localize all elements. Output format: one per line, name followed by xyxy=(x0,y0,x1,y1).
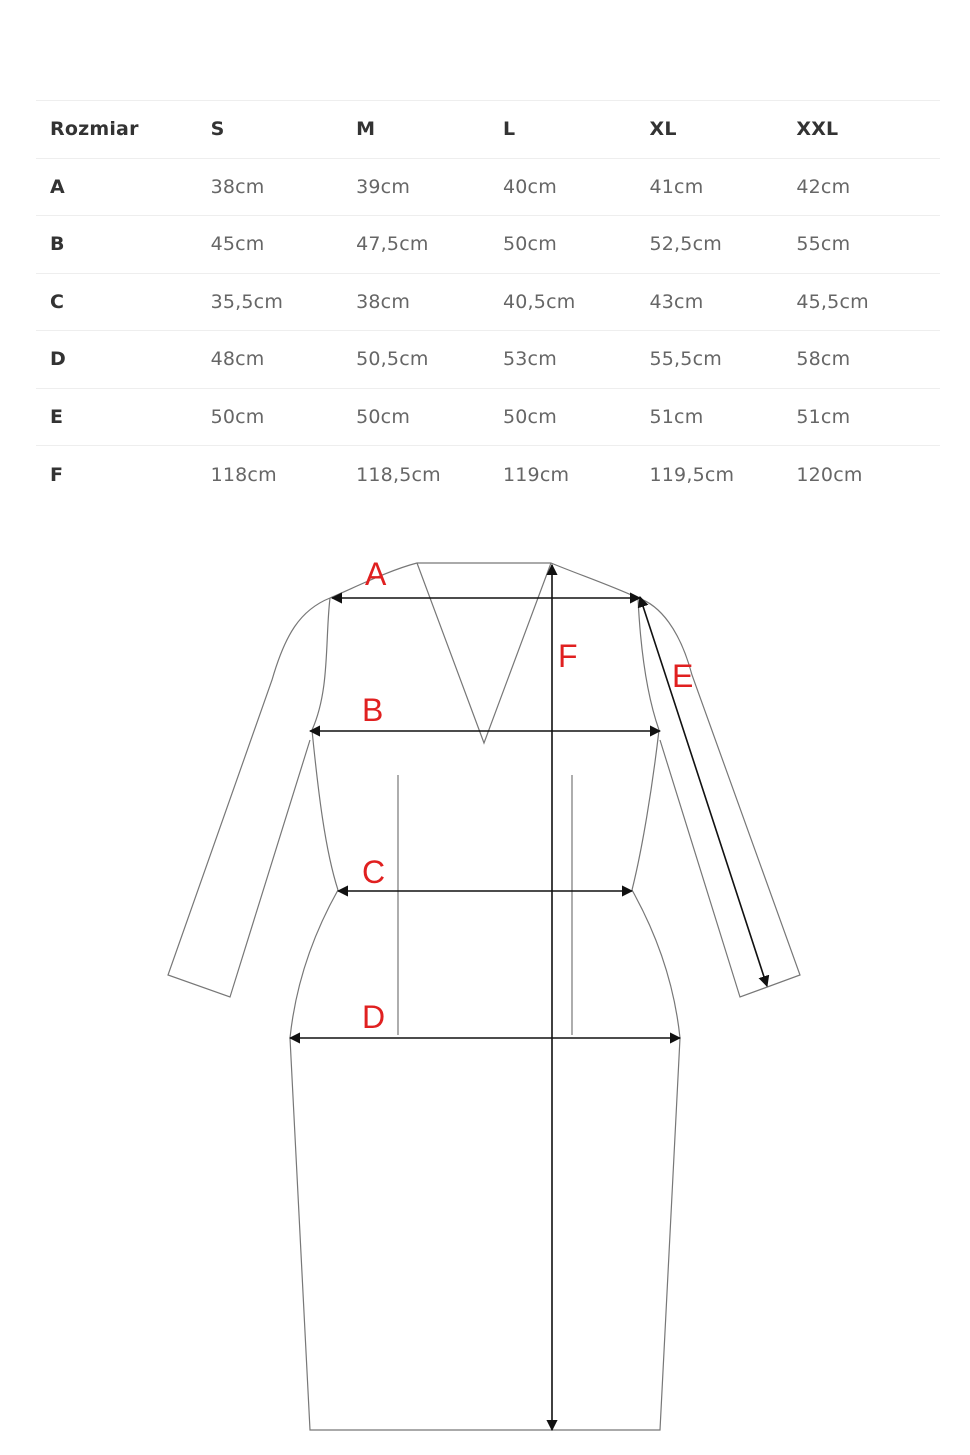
label-c: C xyxy=(362,854,386,890)
right-bodice-side xyxy=(632,730,659,890)
right-sleeve xyxy=(638,598,800,997)
row-label-b: B xyxy=(50,233,65,256)
table-cell: 55,5cm xyxy=(649,348,722,371)
table-cell: 41cm xyxy=(649,175,704,198)
left-sleeve xyxy=(168,598,330,997)
row-label-a: A xyxy=(50,175,65,198)
table-cell: 52,5cm xyxy=(649,233,722,256)
table-cell: 38cm xyxy=(356,290,411,313)
table-cell: 50cm xyxy=(356,405,411,428)
header-xl: XL xyxy=(649,118,677,141)
label-f: F xyxy=(558,638,578,674)
left-hip xyxy=(290,890,338,1038)
row-label-c: C xyxy=(50,290,65,313)
v-neck xyxy=(417,563,551,743)
label-e: E xyxy=(672,658,694,694)
table-cell: 40cm xyxy=(502,175,557,198)
table-cell: 50cm xyxy=(502,233,557,256)
table-cell: 118,5cm xyxy=(356,463,441,486)
table-cell: 40,5cm xyxy=(502,290,576,313)
header-m: M xyxy=(356,118,376,141)
table-cell: 58cm xyxy=(796,348,851,371)
label-d: D xyxy=(362,999,386,1035)
table-cell: 51cm xyxy=(796,405,851,428)
table-cell: 43cm xyxy=(649,290,704,313)
table-cell: 45cm xyxy=(210,233,265,256)
header-l: L xyxy=(502,118,516,141)
table-cell: 120cm xyxy=(796,463,863,486)
header-s: S xyxy=(210,118,225,141)
row-label-e: E xyxy=(50,405,64,428)
table-cell: 45,5cm xyxy=(796,290,869,313)
table-cell: 50cm xyxy=(210,405,265,428)
table-cell: 48cm xyxy=(210,348,265,371)
row-label-f: F xyxy=(50,463,64,486)
table-cell: 118cm xyxy=(210,463,277,486)
table-cell: 53cm xyxy=(502,348,557,371)
header-size: Rozmiar xyxy=(50,118,139,141)
table-cell: 47,5cm xyxy=(356,233,429,256)
table-cell: 119cm xyxy=(502,463,570,486)
skirt-sides-and-hem xyxy=(290,1038,680,1430)
label-a: A xyxy=(365,556,387,592)
table-cell: 38cm xyxy=(210,175,265,198)
dress-outline xyxy=(168,563,800,1430)
table-cell: 55cm xyxy=(796,233,851,256)
table-cell: 50,5cm xyxy=(356,348,429,371)
measurement-labels xyxy=(362,556,693,1035)
table-cell: 119,5cm xyxy=(649,463,735,486)
header-xxl: XXL xyxy=(796,118,839,141)
row-label-d: D xyxy=(50,348,66,371)
left-bodice-side xyxy=(312,730,338,890)
right-hip xyxy=(632,890,680,1038)
table-cell: 51cm xyxy=(649,405,704,428)
table-cell: 35,5cm xyxy=(210,290,284,313)
left-armhole xyxy=(312,598,330,730)
table-cell: 39cm xyxy=(356,175,411,198)
label-b: B xyxy=(362,692,384,728)
table-cell: 50cm xyxy=(502,405,557,428)
right-armhole xyxy=(638,598,659,730)
table-cell: 42cm xyxy=(796,175,851,198)
arrow-e xyxy=(640,597,767,986)
